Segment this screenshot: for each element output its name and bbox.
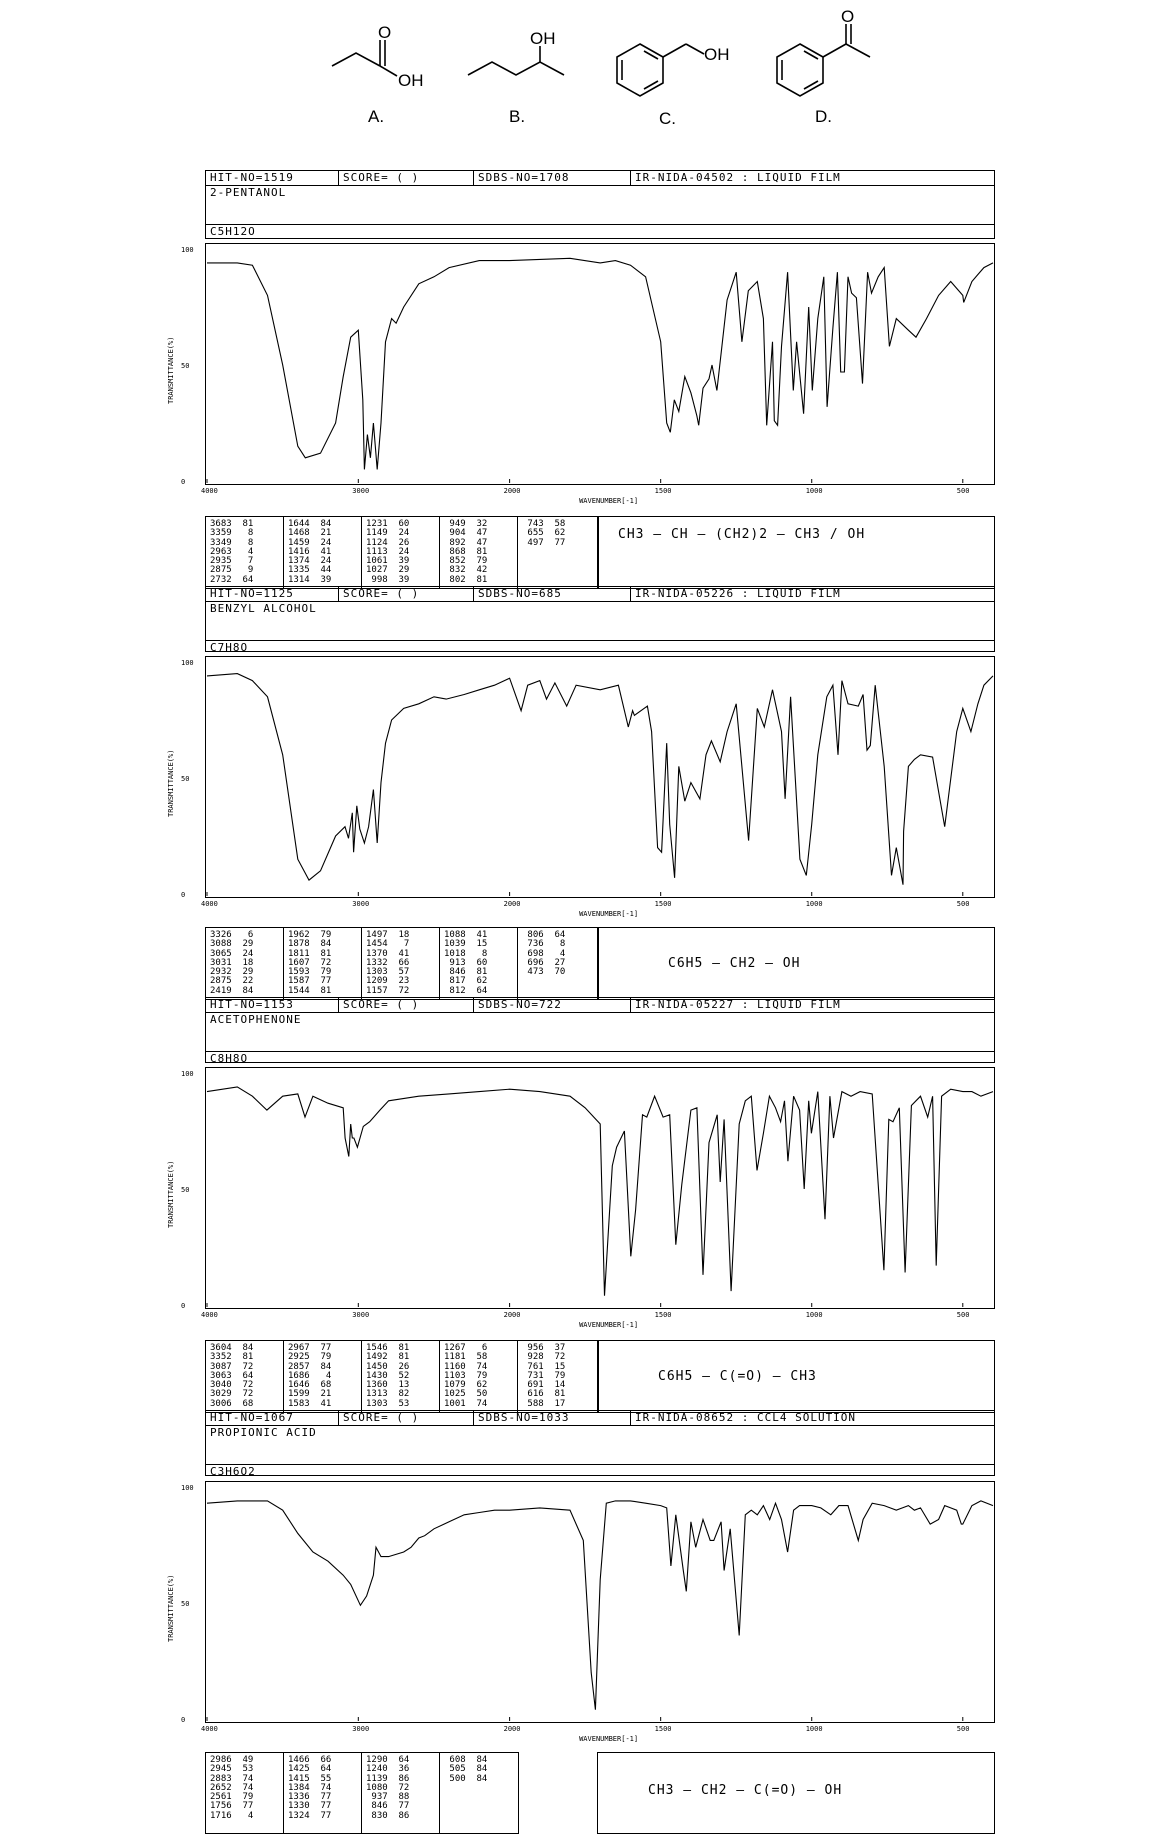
ir-spectrum-plot — [166, 243, 995, 505]
structure-formula: CH3 — CH — (CH2)2 — CH3 / OH — [618, 527, 866, 542]
peak-column: 3326 6 3088 29 3065 24 3031 18 2932 29 2875 22 2419 84 — [206, 928, 284, 999]
peak-column: 3604 84 3352 81 3087 72 3063 64 3040 72 3029 72 3006 68 — [206, 1341, 284, 1412]
peak-column: 956 37 928 72 761 15 731 79 691 14 616 81 588 17 — [527, 1343, 566, 1409]
compound-name: PROPIONIC ACID — [206, 1426, 994, 1465]
spectrum-svg — [166, 1481, 995, 1743]
x-axis-label: WAVENUMBER[-1] — [578, 909, 638, 918]
x-tick-label: 500 — [956, 899, 969, 908]
spectrum-svg — [166, 243, 995, 505]
y-tick-label: 0 — [180, 1715, 185, 1724]
x-tick-label: 2000 — [503, 1310, 520, 1319]
y-axis-label: TRANSMITTANCE(%) — [166, 1160, 175, 1228]
ir-spectrum-plot — [166, 1481, 995, 1743]
x-tick-label: 3000 — [351, 1724, 369, 1733]
x-tick-label: 4000 — [200, 899, 218, 908]
structure-box — [597, 1752, 995, 1834]
x-tick-label: 1500 — [654, 899, 672, 908]
x-tick-label: 2000 — [503, 1724, 520, 1733]
spectrum-trace — [207, 1086, 993, 1295]
x-tick-label: 1000 — [805, 1310, 823, 1319]
sdbs-number: SDBS-NO=685 — [474, 587, 631, 601]
x-axis-label: WAVENUMBER[-1] — [578, 496, 638, 505]
score: SCORE= ( ) — [339, 1411, 474, 1425]
hit-number: HIT-NO=1153 — [206, 998, 339, 1012]
x-tick-label: 500 — [956, 1724, 969, 1733]
structure-formula: C6H5 — C(=O) — CH3 — [658, 1369, 817, 1384]
compound-name: BENZYL ALCOHOL — [206, 602, 994, 641]
y-axis-label: TRANSMITTANCE(%) — [166, 1574, 175, 1642]
peak-column: 2967 77 2925 79 2857 84 1686 4 1646 68 1599 21 1583 41 — [284, 1341, 362, 1412]
atom-oh-b: OH — [530, 29, 556, 48]
x-tick-label: 1000 — [805, 899, 823, 908]
peak-column: 1466 66 1425 64 1415 55 1384 74 1336 77 1330 77 1324 77 — [284, 1753, 362, 1833]
ir-method: IR-NIDA-08652 : CCL4 SOLUTION — [635, 1411, 857, 1424]
option-label-b: B. — [509, 107, 526, 126]
ir-method: IR-NIDA-05226 : LIQUID FILM — [635, 587, 841, 600]
x-tick-label: 1500 — [654, 1724, 672, 1733]
structure-formula: CH3 — CH2 — C(=O) — OH — [648, 1783, 843, 1798]
ir-spectrum-plot — [166, 1067, 995, 1329]
structure-options — [0, 0, 1170, 140]
ir-method: IR-NIDA-04502 : LIQUID FILM — [635, 171, 841, 184]
x-tick-label: 2000 — [503, 486, 520, 495]
x-axis-label: WAVENUMBER[-1] — [578, 1320, 638, 1329]
peak-column: 1231 60 1149 24 1124 26 1113 24 1061 39 1027 29 998 39 — [362, 517, 440, 588]
y-tick-label: 100 — [180, 245, 194, 254]
y-tick-label: 50 — [180, 774, 189, 783]
molecular-formula: C5H12O — [210, 225, 256, 238]
spectrum-trace — [207, 1500, 993, 1709]
score: SCORE= ( ) — [339, 998, 474, 1012]
structure-formula: C6H5 — CH2 — OH — [668, 956, 801, 971]
spectrum-trace — [207, 673, 993, 884]
spectrum-svg — [166, 656, 995, 918]
y-tick-label: 0 — [180, 1301, 185, 1310]
peak-column: 2986 49 2945 53 2883 74 2652 74 2561 79 1756 77 1716 4 — [206, 1753, 284, 1833]
x-tick-label: 1500 — [654, 1310, 672, 1319]
molecular-formula: C7H8O — [210, 641, 249, 654]
y-tick-label: 50 — [180, 361, 189, 370]
y-tick-label: 100 — [180, 658, 194, 667]
y-tick-label: 100 — [180, 1483, 194, 1492]
peak-column: 806 64 736 8 698 4 696 27 473 70 — [527, 930, 566, 978]
spectrum-header — [205, 997, 995, 1063]
peak-column: 1267 6 1181 58 1160 74 1103 79 1079 62 1025 50 1001 74 — [440, 1341, 518, 1412]
y-tick-label: 0 — [180, 890, 185, 899]
atom-o-a: O — [378, 23, 392, 42]
peak-column: 1644 84 1468 21 1459 24 1416 41 1374 24 1335 44 1314 39 — [284, 517, 362, 588]
y-tick-label: 0 — [180, 477, 185, 486]
x-tick-label: 1000 — [805, 486, 823, 495]
x-tick-label: 3000 — [351, 1310, 369, 1319]
peak-table — [205, 927, 599, 1000]
structure-benzyl-alcohol — [617, 44, 704, 96]
hit-number: HIT-NO=1519 — [206, 171, 339, 185]
y-tick-label: 50 — [180, 1599, 189, 1608]
x-axis-label: WAVENUMBER[-1] — [578, 1734, 638, 1743]
sdbs-number: SDBS-NO=1708 — [474, 171, 631, 185]
x-tick-label: 4000 — [200, 486, 218, 495]
peak-column: 1290 64 1240 36 1139 86 1080 72 937 88 846 77 830 86 — [362, 1753, 440, 1833]
peak-column: 743 58 655 62 497 77 — [527, 519, 566, 548]
x-tick-label: 2000 — [503, 899, 520, 908]
option-label-d: D. — [815, 107, 832, 126]
x-tick-label: 4000 — [200, 1724, 218, 1733]
molecular-formula: C3H6O2 — [210, 1465, 256, 1478]
spectrum-header — [205, 170, 995, 239]
peak-table — [205, 1340, 599, 1413]
atom-oh-c: OH — [704, 45, 730, 64]
peak-table — [205, 1752, 519, 1834]
y-tick-label: 100 — [180, 1069, 194, 1078]
option-label-a: A. — [368, 107, 385, 126]
x-tick-label: 4000 — [200, 1310, 218, 1319]
y-tick-label: 50 — [180, 1185, 189, 1194]
spectrum-header — [205, 586, 995, 652]
x-tick-label: 3000 — [351, 486, 369, 495]
spectrum-trace — [207, 258, 993, 469]
peak-column: 949 32 904 47 892 47 868 81 852 79 832 42 802 81 — [440, 517, 518, 588]
x-tick-label: 3000 — [351, 899, 369, 908]
structure-2-pentanol — [468, 46, 564, 75]
spectrum-header — [205, 1410, 995, 1476]
x-tick-label: 1500 — [654, 486, 672, 495]
structure-box — [597, 927, 995, 1000]
molecular-formula: C8H8O — [210, 1052, 249, 1065]
x-tick-label: 500 — [956, 486, 969, 495]
y-axis-label: TRANSMITTANCE(%) — [166, 336, 175, 404]
hit-number: HIT-NO=1125 — [206, 587, 339, 601]
ir-method: IR-NIDA-05227 : LIQUID FILM — [635, 998, 841, 1011]
structure-acetophenone — [777, 24, 870, 96]
peak-column: 1962 79 1878 84 1811 81 1607 72 1593 79 1587 77 1544 81 — [284, 928, 362, 999]
peak-column: 3683 81 3359 8 3349 8 2963 4 2935 7 2875 9 2732 64 — [206, 517, 284, 588]
structure-box — [597, 1340, 995, 1413]
option-label-c: C. — [659, 109, 676, 128]
peak-table — [205, 516, 599, 589]
peak-column: 1546 81 1492 81 1450 26 1430 52 1360 13 1313 82 1303 53 — [362, 1341, 440, 1412]
x-tick-label: 500 — [956, 1310, 969, 1319]
score: SCORE= ( ) — [339, 171, 474, 185]
structure-box — [597, 516, 995, 589]
peak-column: 1088 41 1039 15 1018 8 913 60 846 81 817 62 812 64 — [440, 928, 518, 999]
x-tick-label: 1000 — [805, 1724, 823, 1733]
atom-o-d: O — [841, 7, 855, 26]
compound-name: 2-PENTANOL — [206, 186, 994, 225]
structure-propionic-acid — [332, 40, 397, 76]
y-axis-label: TRANSMITTANCE(%) — [166, 749, 175, 817]
atom-oh-a: OH — [398, 71, 424, 90]
ir-spectrum-plot — [166, 656, 995, 918]
score: SCORE= ( ) — [339, 587, 474, 601]
peak-column: 608 84 505 84 500 84 — [449, 1755, 488, 1784]
sdbs-number: SDBS-NO=1033 — [474, 1411, 631, 1425]
sdbs-number: SDBS-NO=722 — [474, 998, 631, 1012]
spectrum-svg — [166, 1067, 995, 1329]
peak-column: 1497 18 1454 7 1370 41 1332 66 1303 57 1209 23 1157 72 — [362, 928, 440, 999]
compound-name: ACETOPHENONE — [206, 1013, 994, 1052]
hit-number: HIT-NO=1067 — [206, 1411, 339, 1425]
